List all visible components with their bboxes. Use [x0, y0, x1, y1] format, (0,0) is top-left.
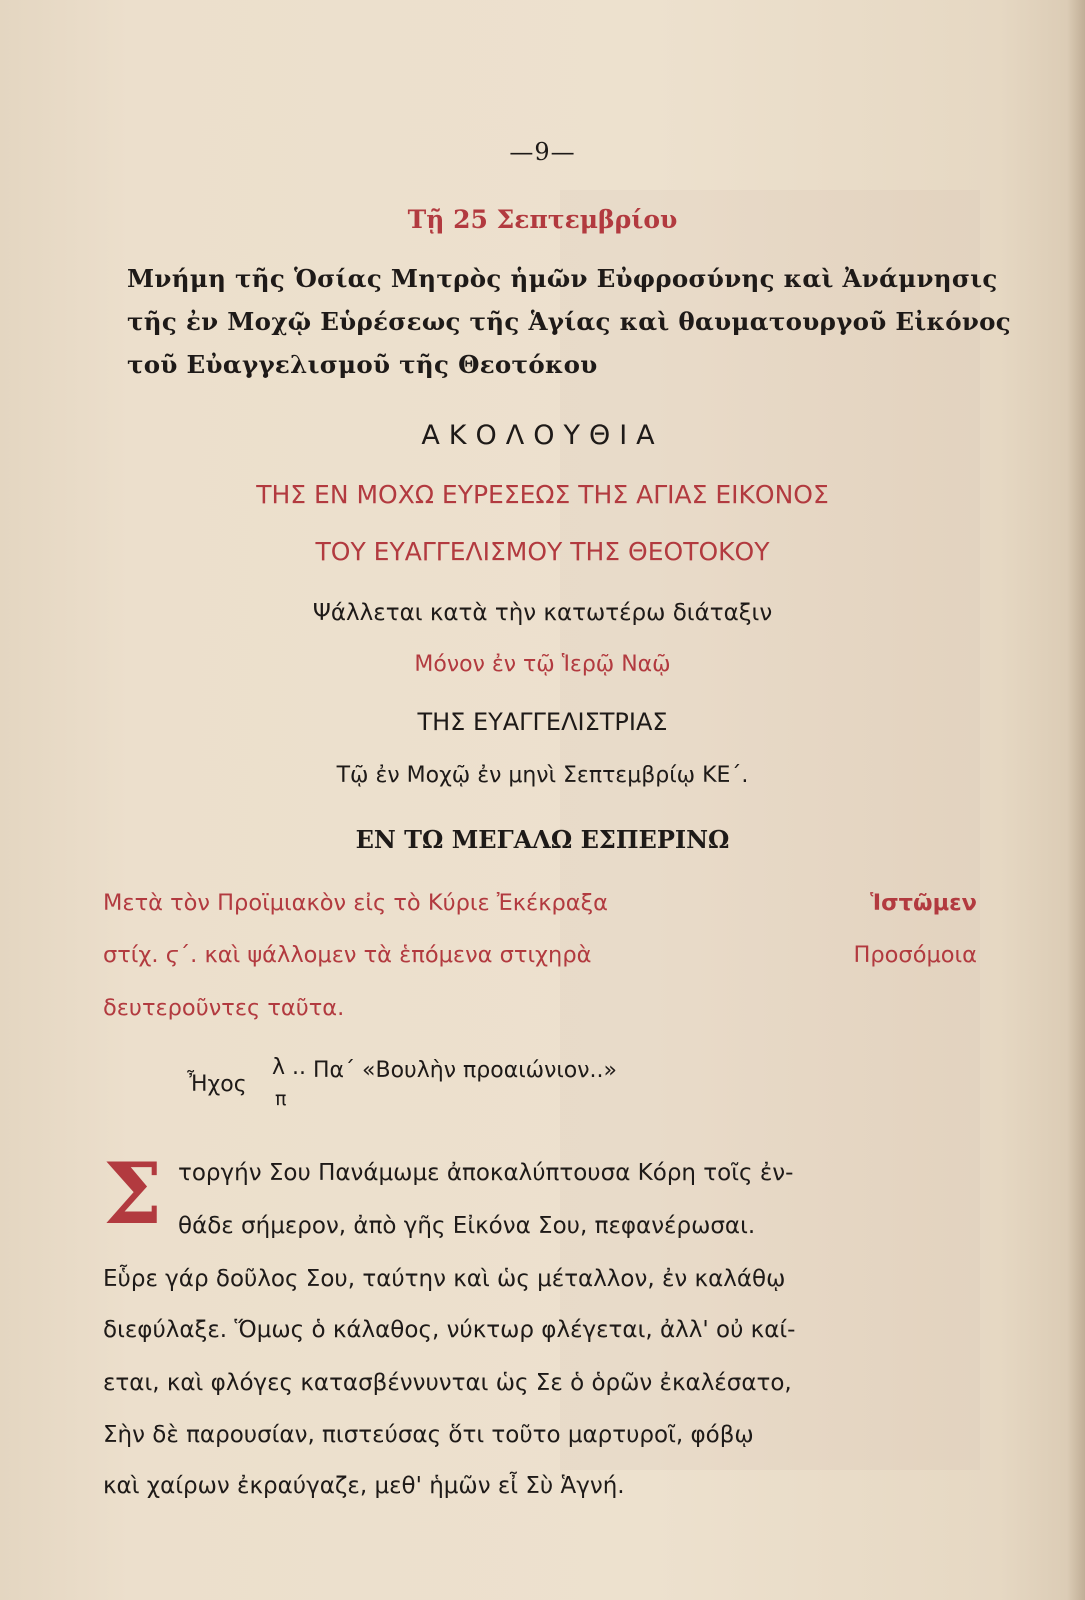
- hymn-line-1: τοργήν Σου Πανάμωμε ἀποκαλύπτουσα Κόρη τοῖς ἐν-: [178, 1160, 794, 1186]
- hymn-line-2: θάδε σήμερον, ἀπὸ γῆς Εἰκόνα Σου, πεφανέρωσαι.: [178, 1213, 756, 1239]
- instruction-line-3: δευτεροῦντες ταῦτα.: [103, 995, 345, 1021]
- hymn-line-4: διεφύλαξε. Ὅμως ὁ κάλαθος, νύκτωρ φλέγεται, ἀλλ' οὐ καί-: [103, 1317, 796, 1343]
- memory-line-2: τῆς ἐν Μοχῷ Εὑρέσεως τῆς Ἁγίας καὶ θαυματουργοῦ Εἰκόνος: [127, 307, 1012, 336]
- echos-lambda-sign: λ ..: [272, 1055, 306, 1080]
- monon-line: Μόνον ἐν τῷ Ἱερῷ Ναῷ: [414, 652, 671, 677]
- hymn-line-5: εται, καὶ φλόγες κατασβέννυνται ὡς Σε ὁ ὁρῶν ἐκαλέσατο,: [103, 1370, 792, 1396]
- tw-en-moxw-line: Τῷ ἐν Μοχῷ ἐν μηνὶ Σεπτεμβρίῳ ΚΕ΄.: [336, 763, 749, 788]
- akolouthia-heading: ΑΚΟΛΟΥΘΙΑ: [421, 420, 664, 451]
- hymn-line-3: Εὗρε γάρ δοῦλος Σου, ταύτην καὶ ὡς μέταλλον, ἐν καλάθῳ: [103, 1266, 786, 1292]
- instruction-line-1: Μετὰ τὸν Προϊμιακὸν εἰς τὸ Κύριε Ἐκέκραξα: [103, 890, 608, 916]
- feast-date-title: Τῇ 25 Σεπτεμβρίου: [407, 205, 678, 234]
- hymn-line-7: καὶ χαίρων ἐκραύγαζε, μεθ' ἡμῶν εἶ Σὺ Ἁγνή.: [103, 1473, 625, 1499]
- instruction-line-1-end: Ἱστῶμεν: [870, 890, 977, 916]
- instruction-line-2-end: Προσόμοια: [853, 942, 977, 968]
- memory-line-3: τοῦ Εὐαγγελισμοῦ τῆς Θεοτόκου: [127, 350, 598, 379]
- echos-pi-sign: π: [275, 1088, 287, 1110]
- psalletai-line: Ψάλλεται κατὰ τὴν κατωτέρω διάταξιν: [312, 600, 773, 626]
- hymn-line-6: Σὴν δὲ παρουσίαν, πιστεύσας ὅτι τοῦτο μαρτυροῖ, φόβῳ: [103, 1422, 754, 1448]
- evangelistria-caption: ΤΗΣ ΕΥΑΓΓΕΛΙΣΤΡΙΑΣ: [417, 708, 668, 736]
- page-edge-shadow: [1067, 0, 1085, 1600]
- memory-line-1: Μνήμη τῆς Ὁσίας Μητρὸς ἡμῶν Εὐφροσύνης καὶ Ἀνάμνησις: [127, 264, 998, 293]
- echos-melody: Πα΄ «Βουλὴν προαιώνιον..»: [313, 1058, 617, 1083]
- esperinos-heading: ΕΝ ΤΩ ΜΕΓΑΛΩ ΕΣΠΕΡΙΝΩ: [355, 825, 730, 854]
- echos-label: Ἦχος: [187, 1072, 247, 1097]
- akolouthia-caption-2: ΤΟΥ ΕΥΑΓΓΕΛΙΣΜΟΥ ΤΗΣ ΘΕΟΤΟΚΟΥ: [315, 537, 770, 566]
- drop-cap-initial: Σ: [103, 1144, 163, 1243]
- page-number: —9—: [509, 138, 576, 166]
- instruction-line-2: στίχ. ϛ΄. καὶ ψάλλομεν τὰ ἑπόμενα στιχηρὰ: [103, 942, 592, 968]
- akolouthia-caption-1: ΤΗΣ ΕΝ ΜΟΧΩ ΕΥΡΕΣΕΩΣ ΤΗΣ ΑΓΙΑΣ ΕΙΚΟΝΟΣ: [256, 480, 829, 509]
